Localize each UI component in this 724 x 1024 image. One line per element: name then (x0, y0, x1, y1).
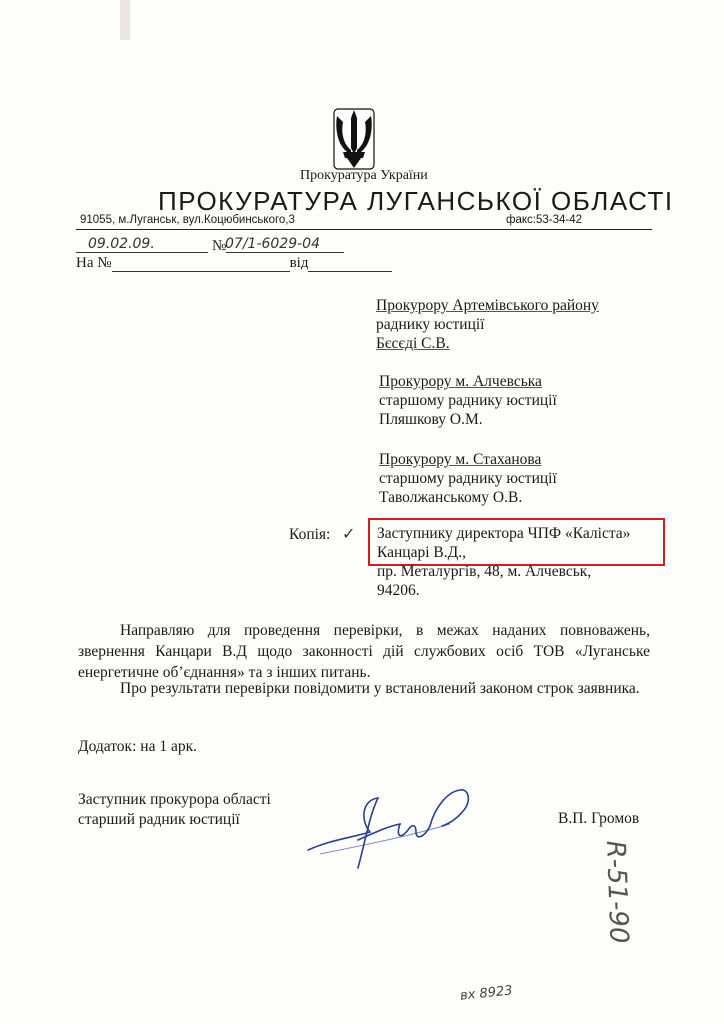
recipient-line: Прокурору м. Алчевська (379, 373, 542, 390)
copy-line: Заступнику директора ЧПФ «Каліста» (377, 525, 631, 542)
vid-blank (308, 257, 392, 272)
recipient-line: старшому раднику юстиції (379, 470, 557, 487)
signatory-name: В.П. Громов (558, 810, 640, 827)
copy-line: Канцарі В.Д., (377, 544, 466, 561)
number-prefix: № (212, 238, 227, 254)
date-underline (76, 252, 208, 253)
recipient-line: Пляшкову О.М. (379, 411, 483, 428)
position-line: Заступник прокурора області (78, 791, 271, 808)
vid-label: від (289, 255, 309, 271)
na-blank (112, 257, 290, 272)
body-paragraph: Про результати перевірки повідомити у встановлений законом строк заявника. (120, 680, 640, 697)
body-paragraph: Направляю для проведення перевірки, в межах наданих повноважень, звернення Канцари В.Д щодо законності дій службових осіб ТОВ «Луганське енергетичне об’єднання» та з інших питань. (78, 622, 650, 681)
checkmark-icon: ✓ (342, 526, 356, 543)
recipient-line: старшому раднику юстиції (379, 392, 557, 409)
na-label: На № (76, 255, 112, 271)
paper-smudge (120, 0, 130, 40)
recipient-line: раднику юстиції (376, 316, 485, 333)
recipient-line: Бєсєді С.В. (376, 335, 450, 352)
agency-subtitle: Прокуратура України (300, 168, 428, 183)
attachment-note: Додаток: на 1 арк. (78, 738, 197, 755)
recipient-line: Прокурору Артемівського району (376, 297, 599, 314)
agency-fax: факс:53-34-42 (506, 214, 582, 226)
outgoing-number-handwritten: 07/1-6029-04 (225, 236, 320, 252)
outgoing-date-handwritten: 09.02.09. (88, 236, 155, 252)
header-divider (76, 229, 652, 230)
recipient-line: Таволжанському О.В. (379, 489, 523, 506)
recipient-block (379, 372, 557, 429)
margin-handwritten-note: R-51-90 (600, 840, 634, 944)
copy-label: Копія: (289, 526, 331, 543)
trident-emblem-icon (333, 108, 375, 170)
signatory-position (78, 790, 271, 830)
copy-line: 94206. (377, 582, 420, 599)
registration-handwritten-note: вх 8923 (459, 983, 514, 1004)
position-line: старший радник юстиції (78, 811, 240, 828)
copy-recipient-block (377, 524, 630, 600)
number-underline (226, 252, 344, 253)
handwritten-signature (300, 780, 480, 880)
recipient-block (379, 450, 557, 507)
agency-address: 91055, м.Луганськ, вул.Коцюбинського,3 (80, 214, 295, 226)
incoming-reference-line (76, 255, 392, 272)
recipient-line: Прокурору м. Стаханова (379, 451, 542, 468)
recipient-block (376, 296, 599, 353)
copy-line: пр. Металургів, 48, м. Алчевськ, (377, 563, 592, 580)
agency-title: ПРОКУРАТУРА ЛУГАНСЬКОЇ ОБЛАСТІ (158, 186, 674, 216)
